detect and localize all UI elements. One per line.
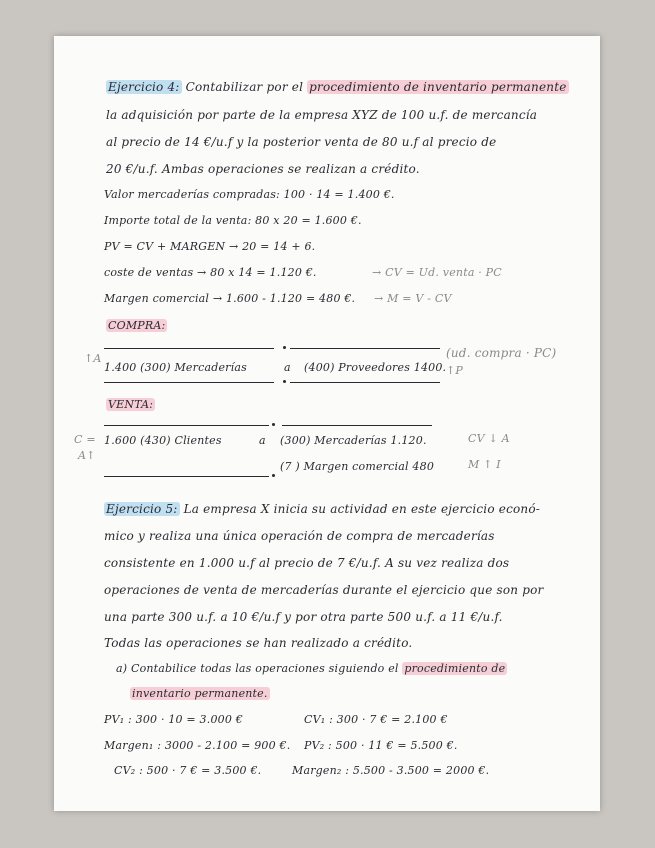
ej5-question-a: a) Contabilice todas las operaciones siguiendo el procedimiento de [116,662,506,675]
ej5-heading [104,502,540,516]
ej4-margen-formula: → M = V - CV [374,292,452,305]
ej4-line-1: la adquisición por parte de la empresa XYZ de 100 u.f. de mercancía [106,108,538,122]
ej4-line-2: al precio de 14 €/u.f y la posterior venta de 80 u.f al precio de [106,135,497,149]
compra-credit: (400) Proveedores 1400. [304,361,447,374]
ej5-title: Ejercicio 5: [106,502,178,516]
venta-left-note-1: C = [74,433,96,446]
ej5-calc-cv1: CV₁ : 300 · 7 € = 2.100 € [304,713,448,726]
venta-dot-bottom [272,474,275,477]
ej5-question-a-cont: inventario permanente. [132,687,268,700]
venta-dot-top [272,423,275,426]
ej4-calc-2: Importe total de la venta: 80 x 20 = 1.600 €. [104,214,362,227]
compra-label: COMPRA: [108,319,166,332]
ej5-line-0: La empresa X inicia su actividad en este ejercicio econó- [183,502,541,516]
venta-a: a [259,434,266,447]
ej4-margen: Margen comercial → 1.600 - 1.120 = 480 €. [104,292,356,305]
venta-rule-top-right [282,425,432,426]
ej5-calc-margen1: Margen₁ : 3000 - 2.100 = 900 €. [104,739,291,752]
ej4-intro: Contabilizar por el [185,80,304,94]
venta-credit-2: (7 ) Margen comercial 480 [280,460,435,473]
ej5-line-4: una parte 300 u.f. a 10 €/u.f y por otra parte 500 u.f. a 11 €/u.f. [104,610,503,624]
compra-a: a [284,361,291,374]
compra-right-note: ↑P [446,364,464,377]
compra-rule-top-left [104,348,274,349]
venta-note-1: CV ↓ A [468,432,510,445]
ej4-cv-formula: → CV = Ud. venta · PC [372,266,502,279]
ej5-calc-cv2: CV₂ : 500 · 7 € = 3.500 €. [114,764,262,777]
venta-credit-1: (300) Mercaderías 1.120. [280,434,427,447]
compra-dot-bottom [283,380,286,383]
ej4-calc-3: PV = CV + MARGEN → 20 = 14 + 6. [104,240,316,253]
venta-rule-top-left [104,425,269,426]
ej5-line-3: operaciones de venta de mercaderías durante el ejercicio que son por [104,583,544,597]
compra-dot-top [283,346,286,349]
ej4-calc-4: coste de ventas → 80 x 14 = 1.120 €. [104,266,317,279]
venta-note-2: M ↑ I [468,458,501,471]
ej5-calc-pv1: PV₁ : 300 · 10 = 3.000 € [104,713,243,726]
ej5-line-2: consistente en 1.000 u.f al precio de 7 €/u.f. A su vez realiza dos [104,556,510,570]
compra-pencil-note: (ud. compra · PC) [446,346,557,360]
compra-debit: 1.400 (300) Mercaderías [104,361,247,374]
compra-rule-bottom-right [290,382,440,383]
compra-rule-bottom-left [104,382,274,383]
compra-rule-top-right [290,348,440,349]
ej4-calc-1: Valor mercaderías compradas: 100 · 14 = 1.400 €. [104,188,395,201]
ej4-line-3: 20 €/u.f. Ambas operaciones se realizan a crédito. [106,162,420,176]
compra-left-note: ↑A [84,352,102,365]
venta-debit: 1.600 (430) Clientes [104,434,222,447]
ej4-highlight: procedimiento de inventario permanente [309,80,567,94]
ej5-calc-margen2: Margen₂ : 5.500 - 3.500 = 2000 €. [292,764,490,777]
ej5-line-1: mico y realiza una única operación de compra de mercaderías [104,529,495,543]
venta-label: VENTA: [108,398,154,411]
venta-rule-bottom-left [104,476,269,477]
notebook-page [54,36,600,811]
ej5-line-5: Todas las operaciones se han realizado a crédito. [104,636,413,650]
ej4-title: Ejercicio 4: [108,80,180,94]
ej4-heading [106,80,569,94]
venta-left-note-2: A↑ [78,449,96,462]
ej5-calc-pv2: PV₂ : 500 · 11 € = 5.500 €. [304,739,458,752]
